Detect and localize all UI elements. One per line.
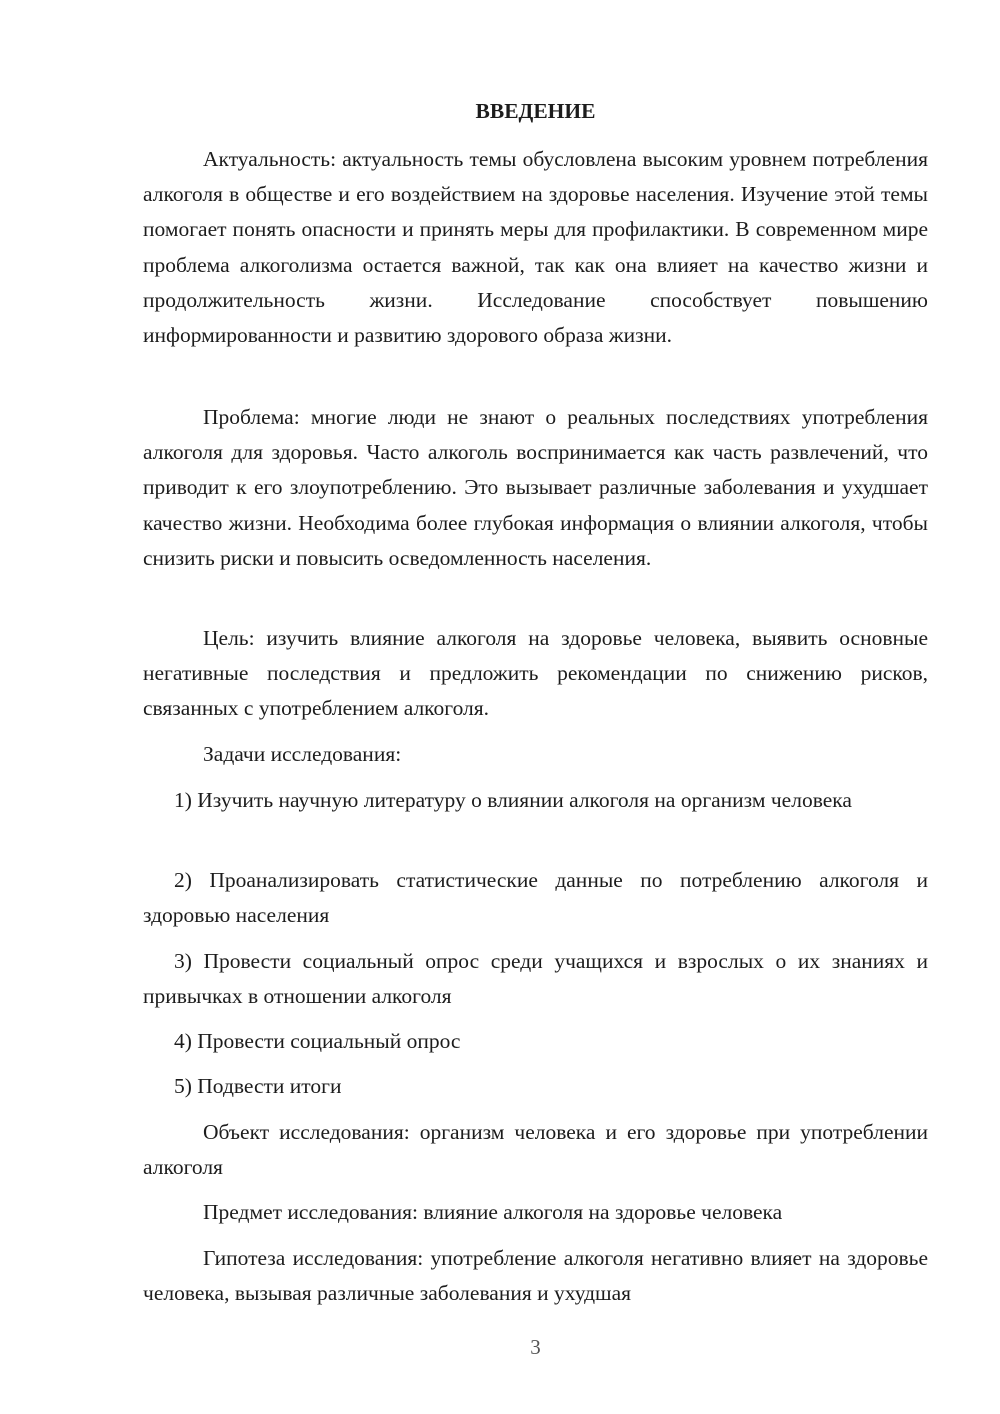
tasks-heading: Задачи исследования: bbox=[203, 742, 402, 766]
paragraph-goal: Цель: изучить влияние алкоголя на здоровье человека, выявить основные негативные последствия и предложить рекомендации по снижению рисков, связанных с употреблением алкоголя. bbox=[143, 626, 928, 721]
paragraph-problem: Проблема: многие люди не знают о реальных последствиях употребления алкоголя для здоровья. Часто алкоголь воспринимается как часть развлечений, что приводит к его злоупотреблению. Это вызывает различные заболевания и ухудшает качество жизни. Необходима более глубокая информация о влиянии алкоголя, чтобы снизить риски и повысить осведомленность населения. bbox=[143, 405, 928, 570]
task-item-1: 1) Изучить научную литературу о влиянии алкоголя на организм человека bbox=[174, 788, 852, 812]
paragraph-subject: Предмет исследования: влияние алкоголя на здоровье человека bbox=[203, 1200, 783, 1224]
paragraph-relevance: Актуальность: актуальность темы обусловлена высоким уровнем потребления алкоголя в обществе и его воздействием на здоровье населения. Изучение этой темы помогает понять опасности и принять меры для профилактики. В современном мире проблема алкоголизма остается важной, так как она влияет на качество жизни и продолжительность жизни. Исследование способствует повышению информированности и развитию здорового образа жизни. bbox=[143, 147, 928, 348]
paragraph-object: Объект исследования: организм человека и его здоровье при употреблении алкоголя bbox=[143, 1120, 928, 1180]
section-title: ВВЕДЕНИЕ bbox=[475, 99, 596, 123]
page-number: 3 bbox=[530, 1335, 541, 1359]
task-item-5: 5) Подвести итоги bbox=[174, 1074, 342, 1098]
task-item-3: 3) Провести социальный опрос среди учащихся и взрослых о их знаниях и привычках в отношении алкоголя bbox=[143, 949, 928, 1009]
task-item-4: 4) Провести социальный опрос bbox=[174, 1029, 461, 1053]
paragraph-hypothesis: Гипотеза исследования: употребление алкоголя негативно влияет на здоровье человека, вызывая различные заболевания и ухудшая bbox=[143, 1246, 928, 1306]
task-item-2: 2) Проанализировать статистические данные по потреблению алкоголя и здоровью населения bbox=[143, 868, 928, 928]
